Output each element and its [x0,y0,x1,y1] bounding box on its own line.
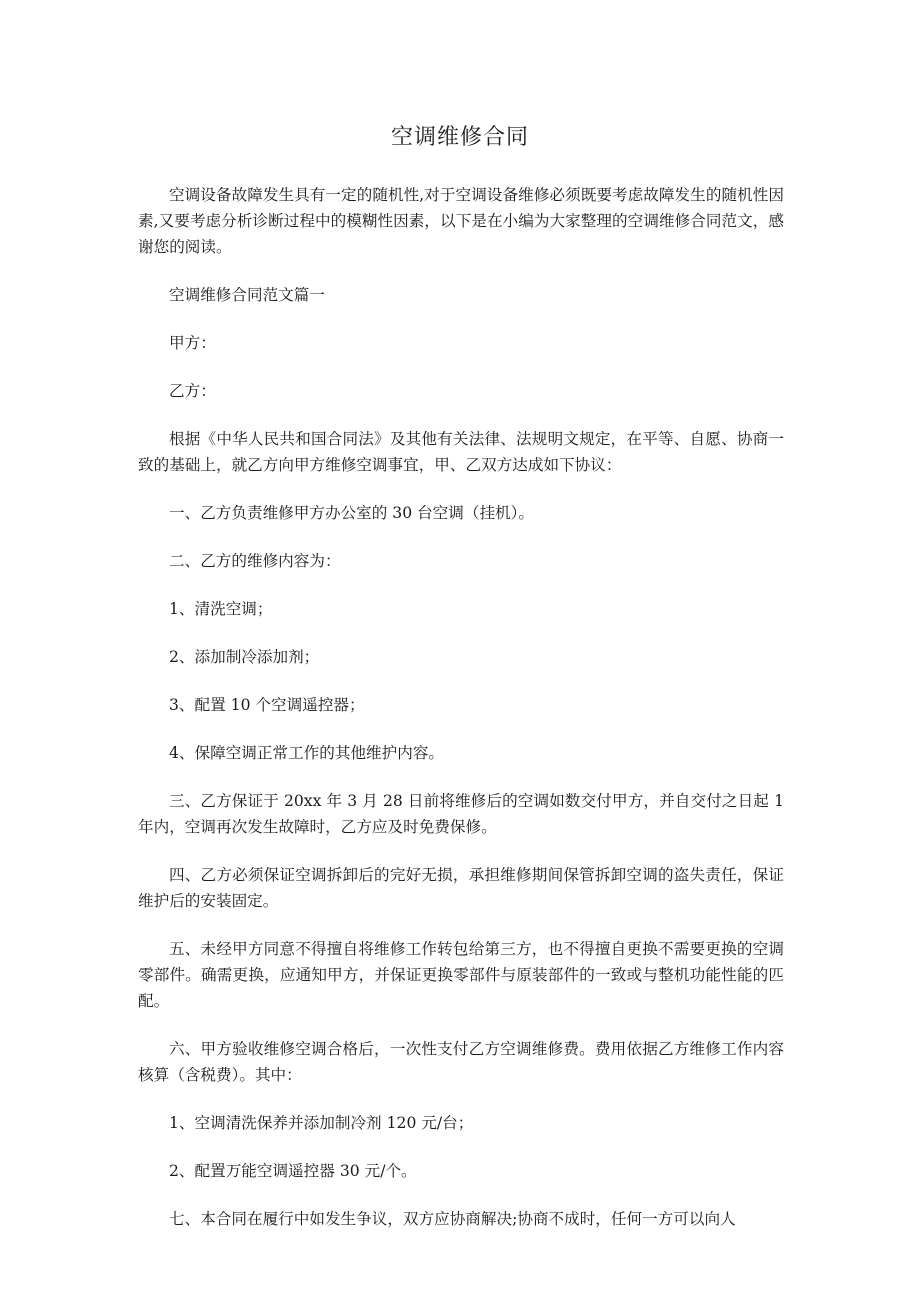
clause-6-item-1: 1、空调清洗保养并添加制冷剂 120 元/台； [169,1114,474,1132]
clause-2-item-4: 4、保障空调正常工作的其他维护内容。 [169,744,445,762]
clause-3: 三、乙方保证于 20xx 年 3 月 28 日前将维修后的空调如数交付甲方，并自交付之日起 1 年内，空调再次发生故障时，乙方应及时免费保修。 [138,792,784,836]
clause-2-item-2: 2、添加制冷添加剂； [169,648,320,666]
intro-paragraph: 空调设备故障发生具有一定的随机性,对于空调设备维修必须既要考虑故障发生的随机性因素,又要考虑分析诊断过程中的模糊性因素，以下是在小编为大家整理的空调维修合同范文，感谢您的阅读。 [138,186,784,256]
clause-6: 六、甲方验收维修空调合格后，一次性支付乙方空调维修费。费用依据乙方维修工作内容核算（含税费）。其中： [138,1040,784,1084]
party-b-line: 乙方： [169,382,216,400]
section-heading: 空调维修合同范文篇一 [169,286,325,304]
party-a-line: 甲方： [169,334,216,352]
clause-2: 二、乙方的维修内容为： [169,552,341,570]
clause-5: 五、未经甲方同意不得擅自将维修工作转包给第三方，也不得擅自更换不需要更换的空调零部件。确需更换，应通知甲方，并保证更换零部件与原装部件的一致或与整机功能性能的匹配。 [138,940,784,1010]
preamble-paragraph: 根据《中华人民共和国合同法》及其他有关法律、法规明文规定，在平等、自愿、协商一致的基础上，就乙方向甲方维修空调事宜，甲、乙双方达成如下协议： [138,430,784,474]
clause-6-item-2: 2、配置万能空调遥控器 30 元/个。 [169,1162,417,1180]
clause-1: 一、乙方负责维修甲方办公室的 30 台空调（挂机）。 [169,504,535,522]
document-body [138,182,784,1232]
clause-2-item-1: 1、清洗空调； [169,600,273,618]
clause-2-item-3: 3、配置 10 个空调遥控器； [169,696,365,714]
document-title: 空调维修合同 [390,125,529,150]
clause-7: 七、本合同在履行中如发生争议，双方应协商解决;协商不成时，任何一方可以向人 [169,1210,736,1228]
clause-4: 四、乙方必须保证空调拆卸后的完好无损，承担维修期间保管拆卸空调的盗失责任，保证维护后的安装固定。 [138,866,784,910]
